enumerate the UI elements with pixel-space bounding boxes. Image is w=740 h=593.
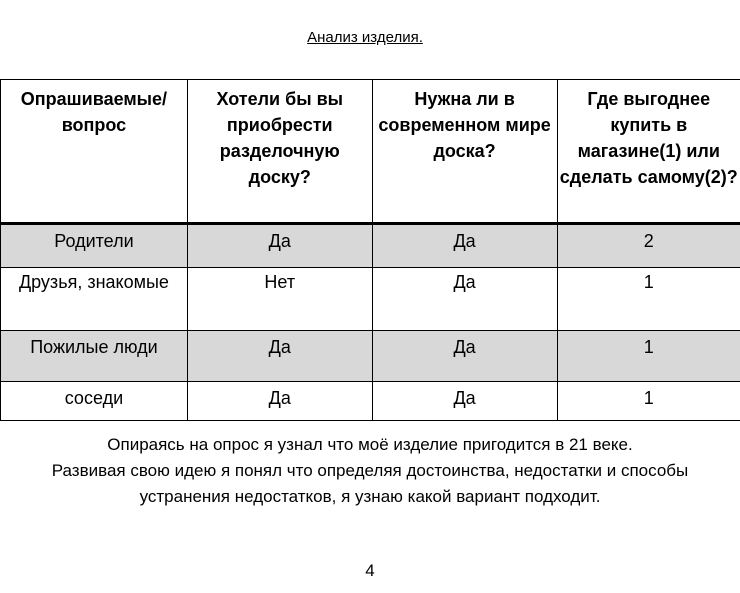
paragraph-line: Развивая свою идею я понял что определяя достоинства, недостатки и способы: [51, 461, 689, 480]
table-cell: Да: [372, 224, 557, 268]
table-cell: 1: [557, 331, 740, 382]
document-title: Анализ изделия.: [307, 29, 423, 46]
table-header-row: [1, 80, 740, 224]
table-cell: 1: [557, 268, 740, 331]
table-cell: соседи: [1, 382, 188, 421]
paragraph-line: Опираясь на опрос я узнал что моё изделие пригодится в 21 веке.: [107, 435, 633, 454]
header-cell: Хотели бы вы приобрести разделочную доску?: [187, 80, 372, 224]
header-cell: Где выгоднее купить в магазине(1) или сделать самому(2)?: [557, 80, 740, 224]
table-cell: Да: [372, 331, 557, 382]
table-row: [1, 331, 740, 382]
table-cell: Родители: [1, 224, 188, 268]
survey-table: [0, 79, 740, 421]
table-cell: Нет: [187, 268, 372, 331]
page-number: 4: [365, 561, 375, 580]
table-cell: 2: [557, 224, 740, 268]
conclusion-paragraph: [0, 432, 740, 510]
table-row: [1, 268, 740, 331]
table-cell: Да: [372, 382, 557, 421]
table-cell: Да: [372, 268, 557, 331]
table-row: [1, 382, 740, 421]
table-cell: Да: [187, 224, 372, 268]
table-cell: Друзья, знакомые: [1, 268, 188, 331]
header-cell: Опрашиваемые/ вопрос: [1, 80, 188, 224]
table-cell: Да: [187, 382, 372, 421]
header-cell: Нужна ли в современном мире доска?: [372, 80, 557, 224]
table-cell: 1: [557, 382, 740, 421]
table-cell: Пожилые люди: [1, 331, 188, 382]
table-row: [1, 224, 740, 268]
table-cell: Да: [187, 331, 372, 382]
paragraph-line: устранения недостатков, я узнаю какой вариант подходит.: [139, 487, 601, 506]
